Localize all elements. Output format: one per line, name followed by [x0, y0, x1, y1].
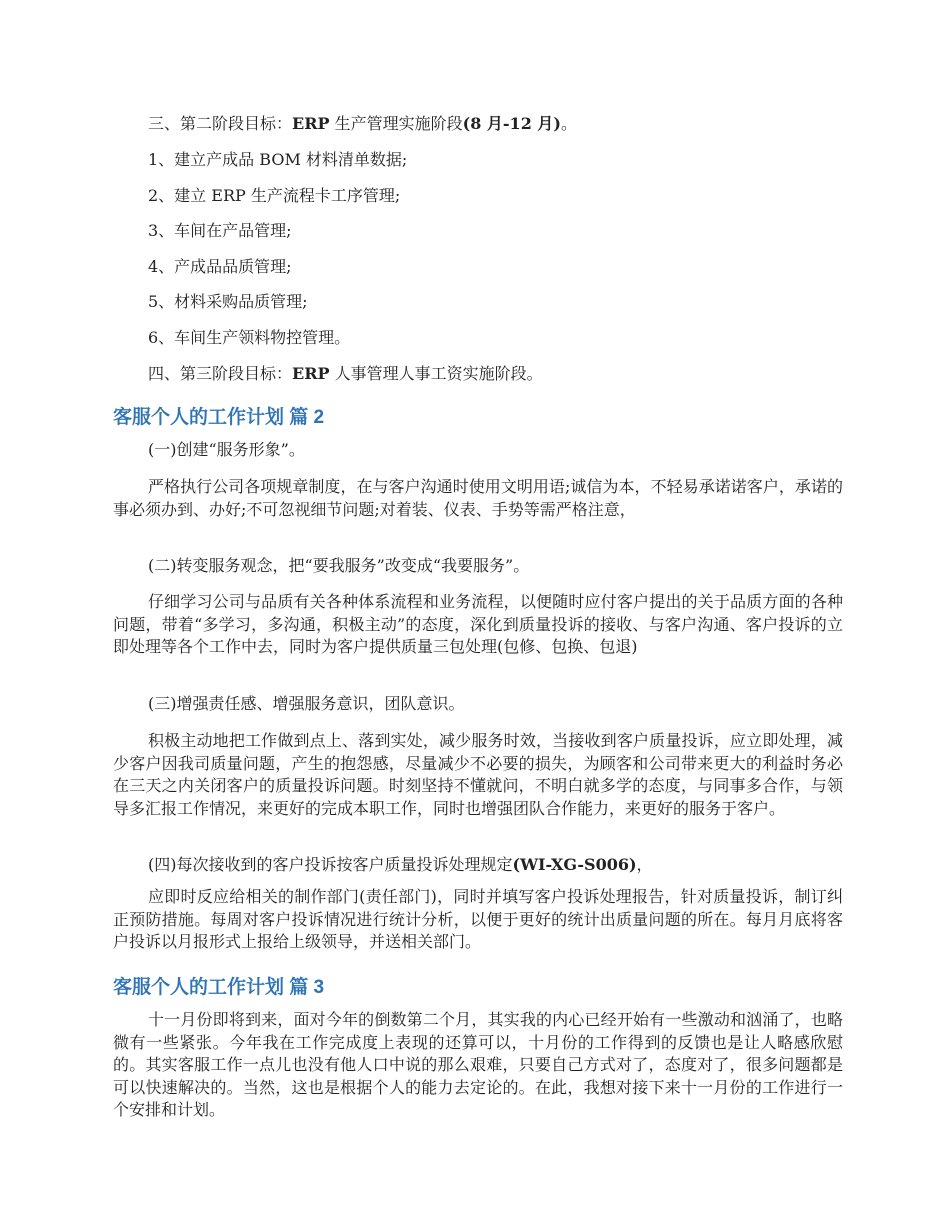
stage2-goal-line: [148, 114, 878, 134]
section2-p3-body: 积极主动地把工作做到点上、落到实处，减少服务时效，当接收到客户质量投诉，应立即处理，减少客户因我司质量问题，产生的抱怨感，尽量减少不必要的损失，为顾客和公司带来更大的利益时务必在三天之内关闭客户的质量投诉问题。时刻坚持不懂就问，不明白就多学的态度，与同事多合作，与领导多汇报工作情况，来更好的完成本职工作，同时也增强团队合作能力，来更好的服务于客户。: [113, 731, 843, 818]
section2-p3-title: (三)增强责任感、增强服务意识，团队意识。: [148, 694, 465, 713]
list-item: 4、产成品品质管理;: [148, 257, 292, 276]
stage2-range: (8 月-12 月): [462, 114, 561, 133]
stage2-prefix: 三、第二阶段目标：: [148, 114, 293, 133]
section2-heading: 客服个人的工作计划 篇 2: [113, 407, 325, 428]
section2-p2-body: 仔细学习公司与品质有关各种体系流程和业务流程，以便随时应付客户提出的关于品质方面的各种问题，带着“多学习，多沟通，积极主动”的态度，深化到质量投诉的接收、与客户沟通、客户投诉的立即处理等各个工作中去，同时为客户提供质量三包处理(包修、包换、包退): [113, 592, 843, 656]
list-item: 2、建立 ERP 生产流程卡工序管理;: [148, 186, 401, 205]
stage2-erp: ERP: [292, 114, 330, 133]
list-item: 1、建立产成品 BOM 材料清单数据;: [148, 150, 408, 169]
section2-p1-title: (一)创建“服务形象”。: [148, 440, 305, 459]
section2-p4-body: 应即时反应给相关的制作部门(责任部门)，同时并填写客户投诉处理报告，针对质量投诉，制订纠正预防措施。每周对客户投诉情况进行统计分析，以便于更好的统计出质量问题的所在。每月月底将客户投诉以月报形式上报给上级领导，并送相关部门。: [113, 887, 843, 951]
stage2-mid: 生产管理实施阶段: [329, 114, 463, 133]
p4-title-end: ，: [636, 855, 653, 874]
stage3-prefix: 四、第三阶段目标：: [148, 364, 293, 383]
section2-p2-title: (二)转变服务观念，把“要我服务”改变成“我要服务”。: [148, 556, 530, 575]
list-item: 3、车间在产品管理;: [148, 221, 292, 240]
stage3-erp: ERP: [292, 364, 330, 383]
list-item: 5、材料采购品质管理;: [148, 292, 308, 311]
section2-p4-title: [148, 855, 878, 875]
p4-title-code: (WI-XG-S006): [512, 855, 637, 874]
stage3-goal-line: [148, 364, 878, 384]
p4-title-prefix: (四)每次接收到的客户投诉按客户质量投诉处理规定: [148, 855, 513, 874]
section3-p1-body: 十一月份即将到来，面对今年的倒数第二个月，其实我的内心已经开始有一些激动和汹涌了，也略微有一些紧张。今年我在工作完成度上表现的还算可以，十月份的工作得到的反馈也是让人略感欣慰的。其实客服工作一点儿也没有他人口中说的那么艰难，只要自己方式对了，态度对了，很多问题都是可以快速解决的。当然，这也是根据个人的能力去定论的。在此，我想对接下来十一月份的工作进行一个安排和计划。: [113, 1010, 843, 1119]
list-item: 6、车间生产领料物控管理。: [148, 328, 351, 347]
stage2-end: 。: [560, 114, 577, 133]
section2-p1-body: 严格执行公司各项规章制度，在与客户沟通时使用文明用语;诚信为本，不轻易承诺诺客户，承诺的事必须办到、办好;不可忽视细节问题;对着装、仪表、手势等需严格注意，: [113, 477, 843, 519]
stage3-rest: 人事管理人事工资实施阶段。: [329, 364, 543, 383]
section3-heading: 客服个人的工作计划 篇 3: [113, 977, 325, 998]
